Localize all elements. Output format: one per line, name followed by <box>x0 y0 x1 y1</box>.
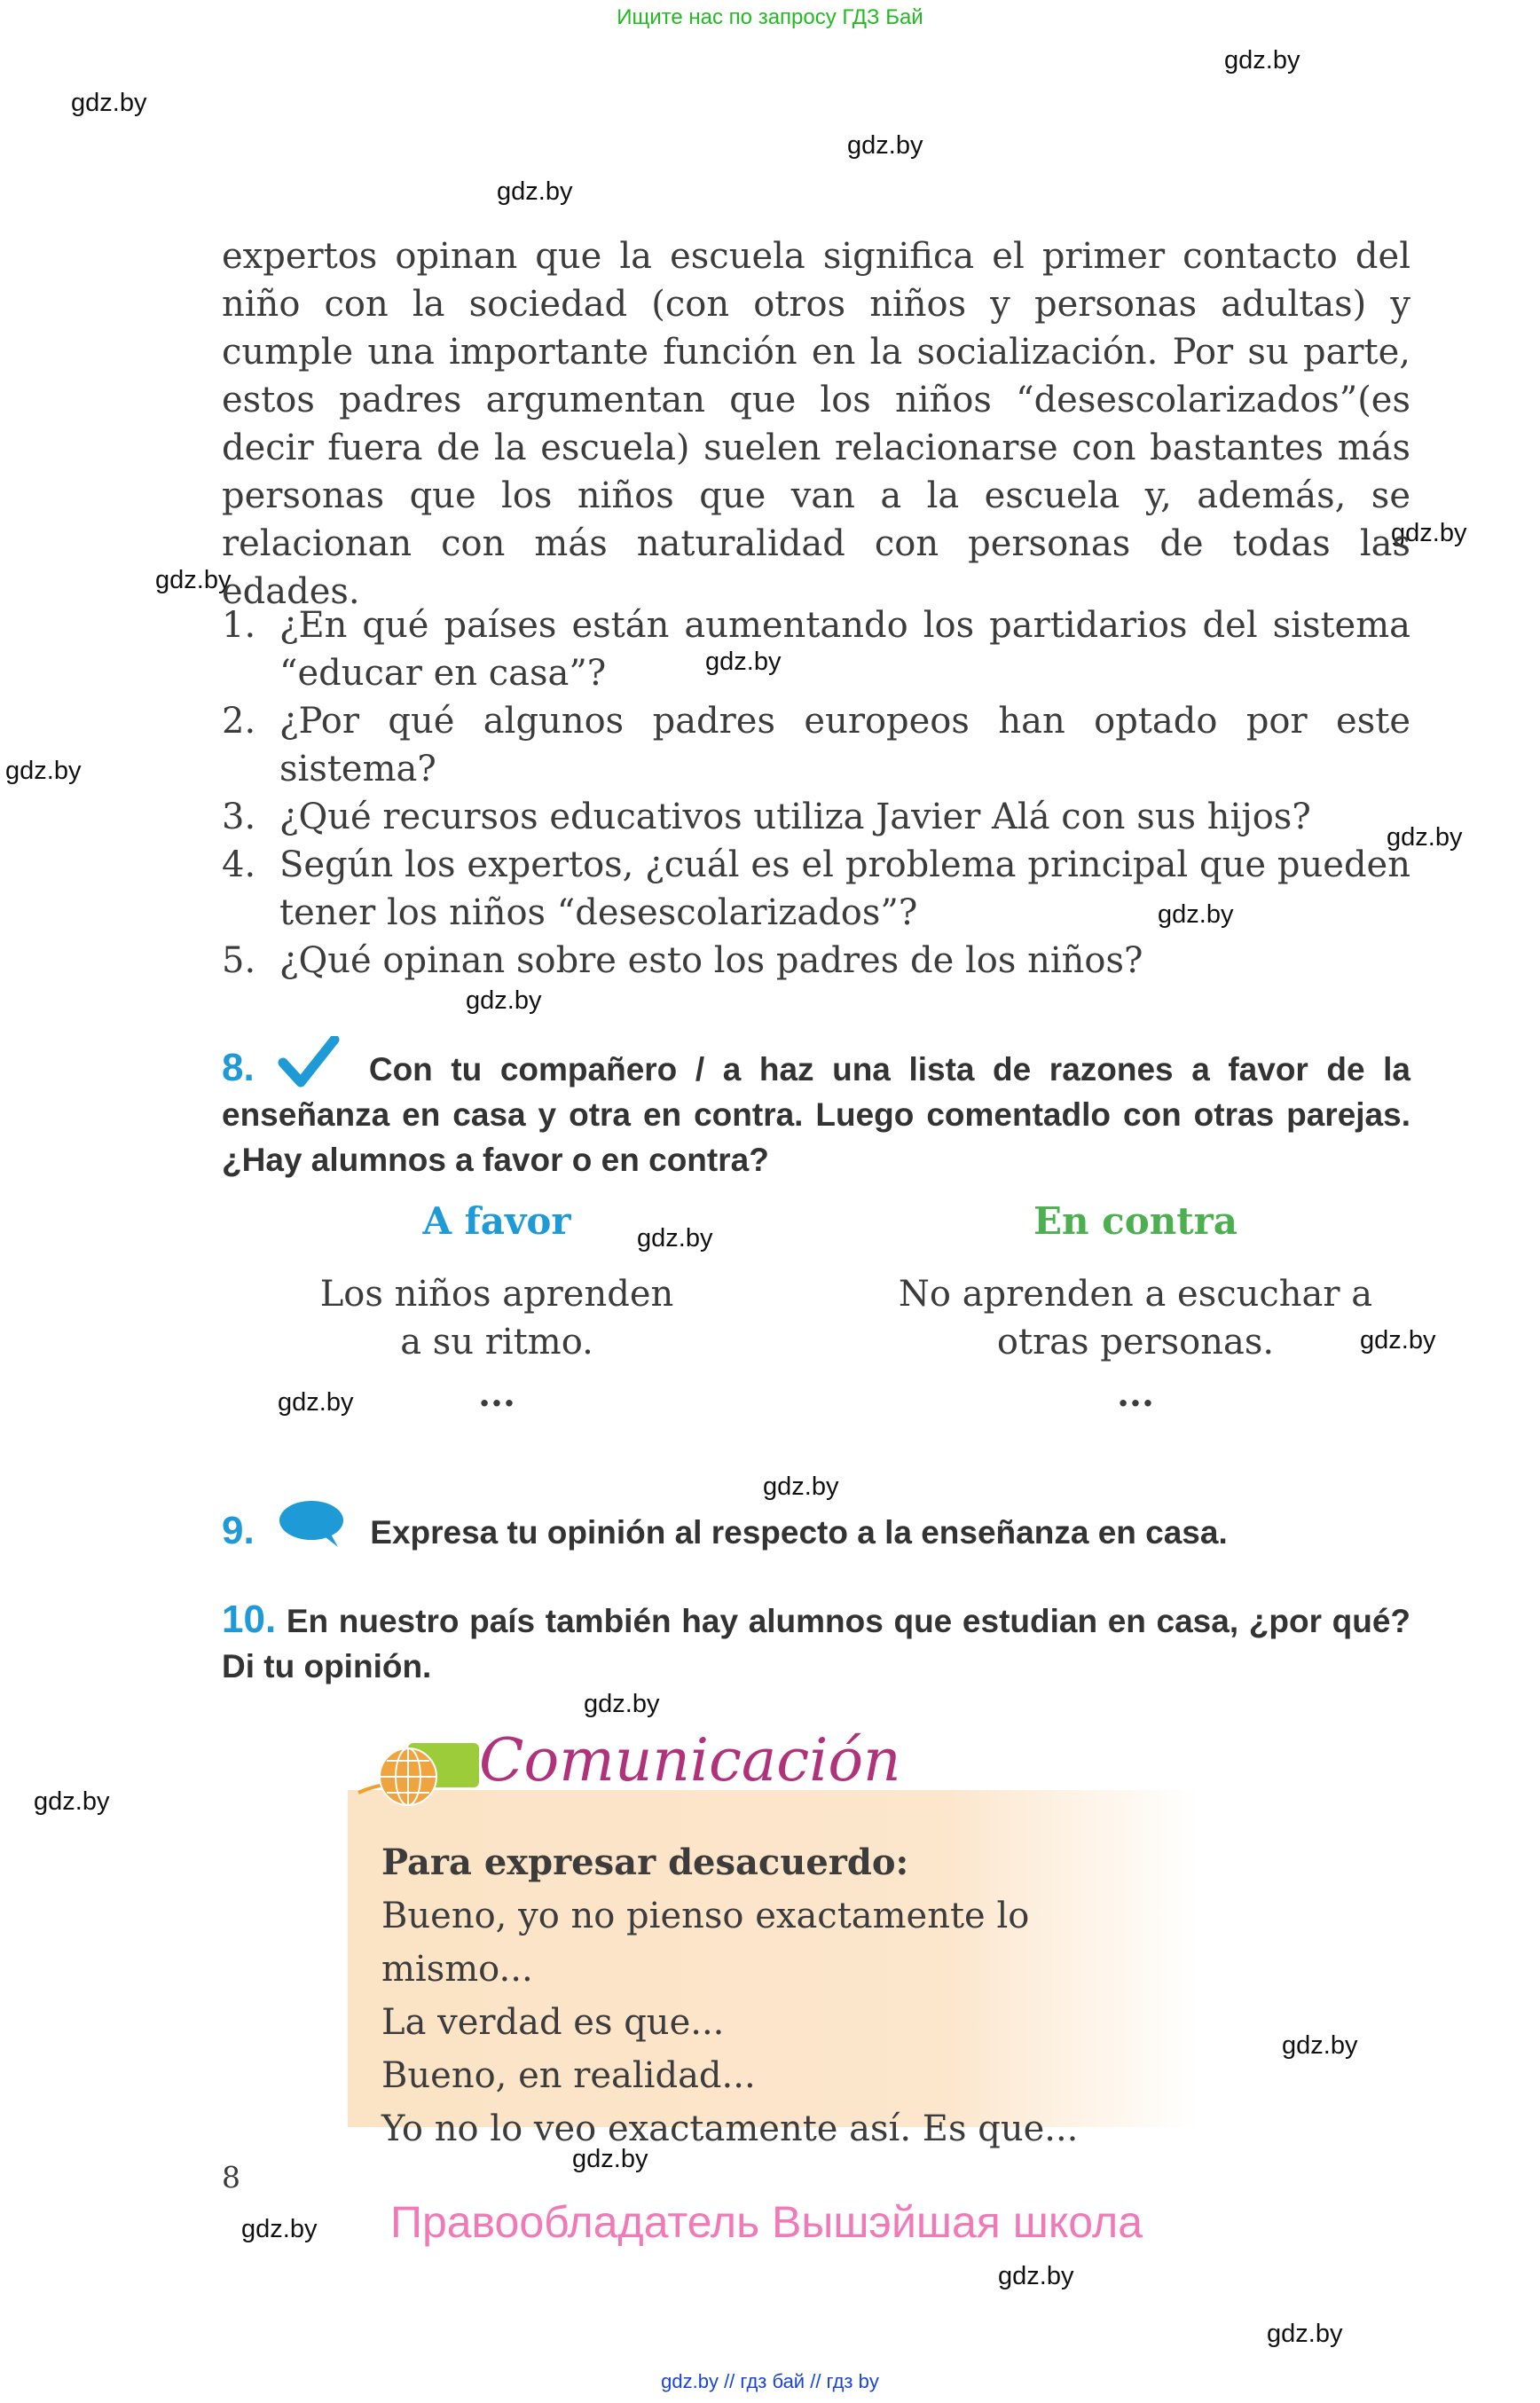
question-text: ¿En qué países están aumentando los partidarios del sistema “educar en casa”? <box>279 605 1410 694</box>
favor-line: a su ritmo. <box>400 1322 593 1362</box>
contra-title: En contra <box>1033 1199 1238 1243</box>
watermark: gdz.by <box>1282 2031 1358 2060</box>
list-item <box>222 697 1410 793</box>
contra-item <box>869 1270 1402 1366</box>
comunicacion-line: Yo no lo veo exactamente así. Es que... <box>381 2109 1079 2149</box>
watermark: gdz.by <box>5 757 82 785</box>
comunicacion-heading: Para expresar desacuerdo: <box>381 1842 909 1883</box>
watermark: gdz.by <box>1158 900 1234 929</box>
contra-line: No aprenden a escuchar a <box>898 1274 1373 1315</box>
copyright-text: Правообладатель Вышэйшая школа <box>390 2197 1143 2247</box>
list-item <box>222 793 1410 841</box>
task-number: 9. <box>222 1509 255 1552</box>
watermark: gdz.by <box>71 89 147 117</box>
watermark: gdz.by <box>1391 519 1467 547</box>
watermark: gdz.by <box>466 986 542 1015</box>
question-number: 4. <box>222 844 256 885</box>
comunicacion-line: La verdad es que... <box>381 2002 725 2043</box>
task-number: 10. <box>222 1598 277 1641</box>
watermark: gdz.by <box>763 1472 839 1501</box>
task-10 <box>222 1597 1410 1689</box>
watermark: gdz.by <box>497 177 573 206</box>
task-9 <box>222 1499 1410 1555</box>
task-8 <box>222 1036 1410 1182</box>
watermark: gdz.by <box>1360 1326 1436 1355</box>
watermark: gdz.by <box>1387 823 1463 852</box>
task-number: 8. <box>222 1046 255 1089</box>
question-list <box>222 601 1410 985</box>
comunicacion-content <box>381 1836 1180 2156</box>
favor-title: A favor <box>422 1199 571 1243</box>
watermark: gdz.by <box>1267 2320 1343 2348</box>
list-item <box>222 937 1410 985</box>
top-banner: Ищите нас по запросу ГДЗ Бай <box>617 5 923 29</box>
speech-bubble-icon <box>276 1499 347 1549</box>
task-text: En nuestro país también hay alumnos que estudian en casa, ¿por qué? Di tu opinión. <box>222 1603 1411 1684</box>
paragraph-text: expertos opinan que la escuela significa el primer contacto del niño con la sociedad (con otros niños y personas adultas) y cumple una importante función en la socialización. Por su parte, estos padres argumentan que los niños “desescolarizados”(es decir fuera de la escuela) suelen relacionarse con bastantes más personas que los niños que van a la escuela y, además, se relacionan con más naturalidad con personas de todas las edades. <box>222 236 1410 612</box>
watermark: gdz.by <box>847 131 923 160</box>
contra-line: otras personas. <box>996 1322 1275 1362</box>
favor-ellipsis: ... <box>478 1373 515 1415</box>
question-number: 2. <box>222 701 256 742</box>
question-text: Según los expertos, ¿cuál es el problema principal que pueden tener los niños “desescolarizados”? <box>279 844 1410 933</box>
watermark: gdz.by <box>584 1690 660 1718</box>
body-paragraph <box>222 232 1410 616</box>
watermark: gdz.by <box>998 2262 1074 2290</box>
watermark: gdz.by <box>637 1224 713 1253</box>
favor-item <box>275 1270 719 1366</box>
task-text: Expresa tu opinión al respecto a la enseñanza en casa. <box>370 1514 1228 1551</box>
question-text: ¿Por qué algunos padres europeos han optado por este sistema? <box>279 701 1410 789</box>
comunicacion-line: Bueno, yo no pienso exactamente lo mismo... <box>381 1896 1030 1990</box>
question-text: ¿Qué opinan sobre esto los padres de los niños? <box>279 940 1143 981</box>
question-number: 1. <box>222 605 256 646</box>
question-number: 3. <box>222 797 256 837</box>
page-number: 8 <box>222 2160 240 2195</box>
watermark: gdz.by <box>572 2145 648 2173</box>
favor-line: Los niños aprenden <box>319 1274 674 1315</box>
contra-ellipsis: ... <box>1117 1373 1154 1415</box>
list-item <box>222 601 1410 697</box>
watermark: gdz.by <box>278 1388 354 1417</box>
watermark: gdz.by <box>155 566 232 594</box>
globe-icon <box>355 1734 488 1814</box>
list-item <box>222 841 1410 937</box>
watermark: gdz.by <box>705 648 782 676</box>
watermark: gdz.by <box>241 2215 318 2243</box>
task-text: Con tu compañero / a haz una lista de razones a favor de la enseñanza en casa y otra en contra. Luego comentadlo con otras parejas. ¿Hay alumnos a favor o en contra? <box>222 1051 1411 1178</box>
watermark: gdz.by <box>1224 46 1300 75</box>
footer-links[interactable]: gdz.by // гдз бай // гдз by <box>661 2370 879 2392</box>
checkmark-icon <box>278 1036 340 1089</box>
question-number: 5. <box>222 940 256 981</box>
question-text: ¿Qué recursos educativos utiliza Javier Alá con sus hijos? <box>279 797 1311 837</box>
watermark: gdz.by <box>34 1787 110 1816</box>
comunicacion-line: Bueno, en realidad... <box>381 2055 756 2096</box>
comunicacion-title: Comunicación <box>479 1726 901 1794</box>
